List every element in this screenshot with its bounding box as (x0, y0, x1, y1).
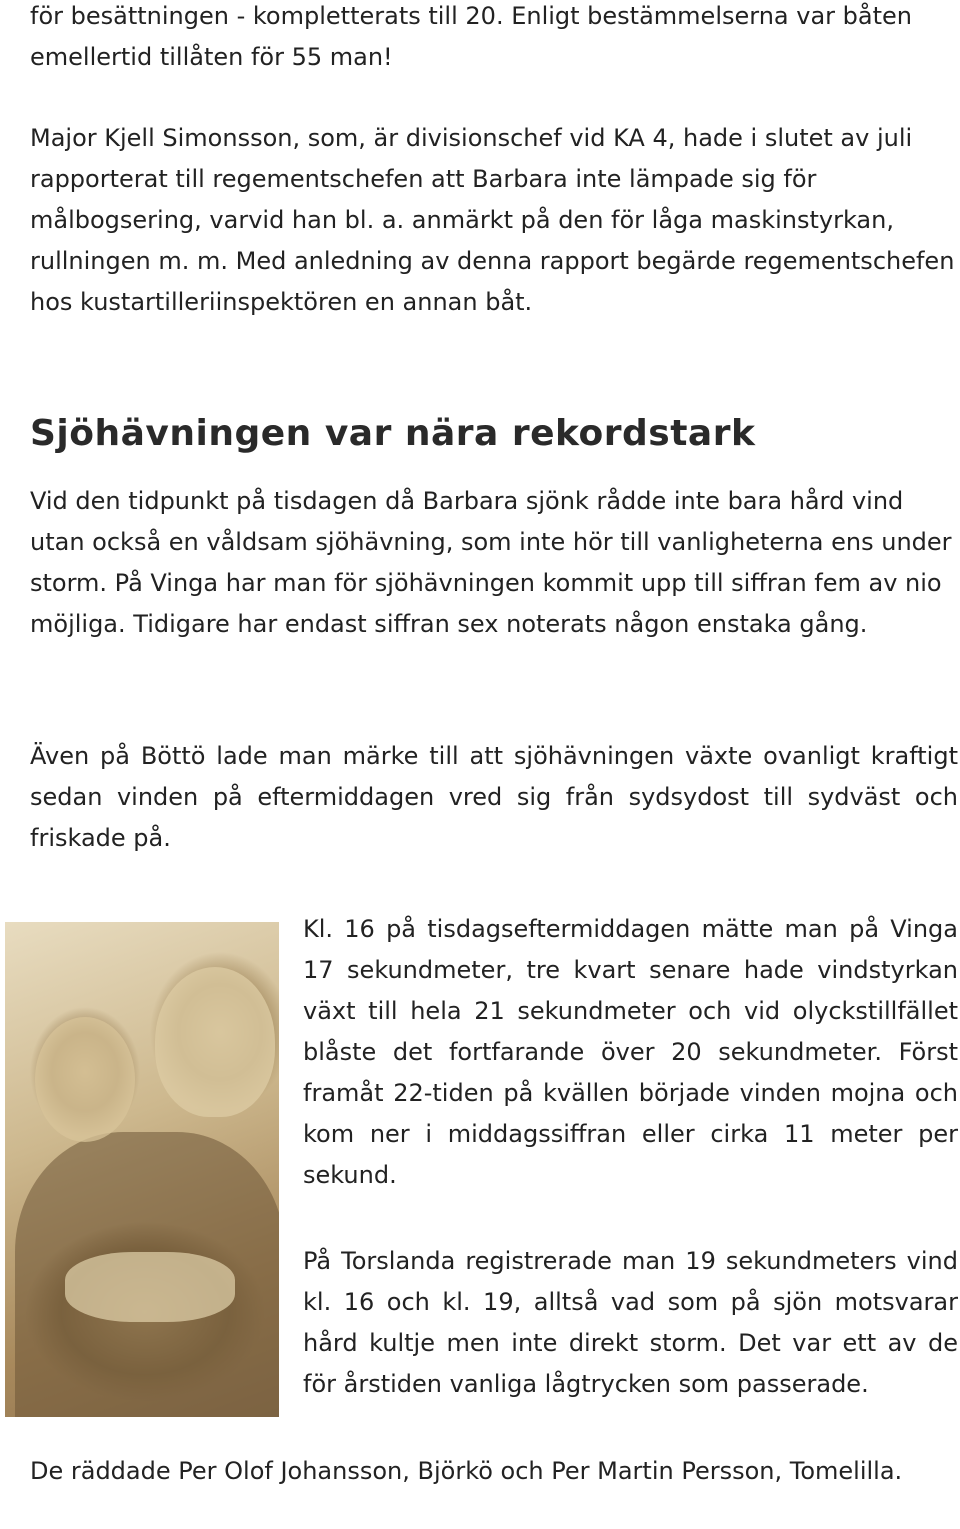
paragraph-vinga-wind: Kl. 16 på tisdagseftermiddagen mätte man på Vinga 17 sekundmeter, tre kvart senare hade vindstyrkan växt till hela 21 sekundmeter och vid olyckstillfället blåste det fortfarande över 20 sekundmeter. Först framåt 22-tiden på kvällen började vinden mojna och kom ner i middagssiffran eller cirka 11 meter per sekund. (303, 915, 958, 1189)
photo-face-left (35, 1017, 135, 1142)
paragraph-crew-count: för besättningen - kompletterats till 20. Enligt bestämmelserna var båten emellertid tillåten för 55 man! (30, 2, 912, 71)
photo-caption: De räddade Per Olof Johansson, Björkö och Per Martin Persson, Tomelilla. (30, 1457, 903, 1485)
paragraph-botto: Även på Böttö lade man märke till att sjöhävningen växte ovanligt kraftigt sedan vinden på eftermiddagen vred sig från sydsydost till sydväst och friskade på. (30, 742, 958, 852)
photo-face-right (155, 967, 275, 1117)
photo-hands (65, 1252, 235, 1322)
paragraph-sea-state: Vid den tidpunkt på tisdagen då Barbara sjönk rådde inte bara hård vind utan också en våldsam sjöhävning, som inte hör till vanligheterna ens under storm. På Vinga har man för sjöhävningen kommit upp till siffran fem av nio möjliga. Tidigare har endast siffran sex noterats någon enstaka gång. (30, 487, 952, 638)
paragraph-torslanda: På Torslanda registrerade man 19 sekundmeters vind kl. 16 och kl. 19, alltså vad som på sjön motsvarar hård kultje men inte direkt storm. Det var ett av de för årstiden vanliga lågtrycken som passerade. (303, 1247, 958, 1398)
section-heading: Sjöhävningen var nära rekordstark (30, 413, 756, 454)
paragraph-major-report: Major Kjell Simonsson, som, är divisionschef vid KA 4, hade i slutet av juli rapporterat till regementschefen att Barbara inte lämpade sig för målbogsering, varvid han bl. a. anmärkt på den för låga maskinstyrkan, rullningen m. m. Med anledning av denna rapport begärde regementschefen hos kustartilleriinspektören en annan båt. (30, 124, 955, 316)
survivors-photo (5, 922, 279, 1417)
